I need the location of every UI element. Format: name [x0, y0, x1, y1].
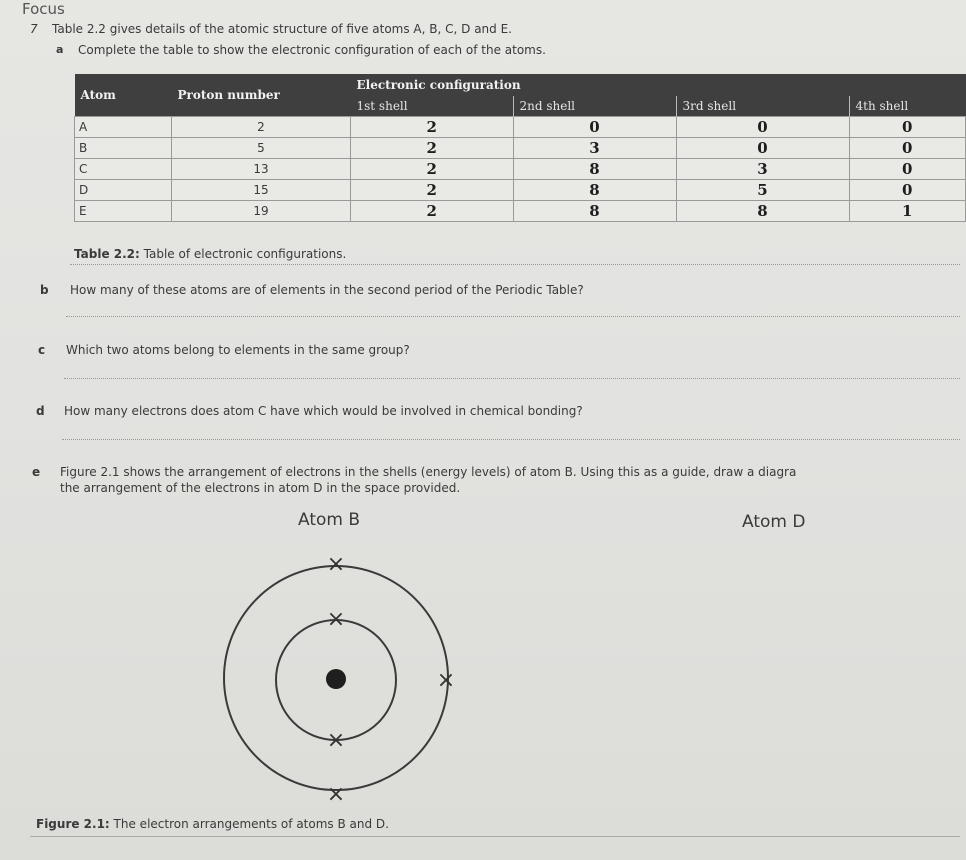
shell-4-answer[interactable]: 0	[849, 159, 966, 180]
table-header-row	[75, 74, 966, 96]
table-row	[75, 201, 966, 222]
part-c-letter: c	[38, 343, 46, 357]
shell-1-answer[interactable]: 2	[351, 117, 514, 138]
shell-1-answer[interactable]: 2	[351, 138, 514, 159]
proton-cell: 13	[172, 159, 351, 180]
shell-1-header: 1st shell	[351, 96, 514, 117]
atom-cell: B	[75, 138, 172, 159]
shell-3-answer[interactable]: 5	[676, 180, 849, 201]
shell-2-header: 2nd shell	[513, 96, 676, 117]
atom-d-label: Atom D	[742, 512, 806, 532]
shell-4-answer[interactable]: 0	[849, 117, 966, 138]
atom-cell: E	[75, 201, 172, 222]
table-row	[75, 117, 966, 138]
part-a-letter: a	[56, 43, 64, 56]
proton-header: Proton number	[172, 74, 351, 117]
part-b-letter: b	[40, 283, 49, 297]
shell-2-answer[interactable]: 3	[513, 138, 676, 159]
shell-2-answer[interactable]: 8	[513, 180, 676, 201]
part-d-text: How many electrons does atom C have which would be involved in chemical bonding?	[64, 404, 583, 418]
part-e-text-line1: Figure 2.1 shows the arrangement of electrons in the shells (energy levels) of atom B. Using this as a guide, draw a diagra	[60, 465, 797, 479]
part-b-text: How many of these atoms are of elements in the second period of the Periodic Table?	[70, 283, 584, 297]
nucleus	[326, 669, 346, 689]
question-intro: Table 2.2 gives details of the atomic structure of five atoms A, B, C, D and E.	[52, 22, 512, 36]
shell-4-header: 4th shell	[849, 96, 966, 117]
section-title: Focus	[22, 0, 65, 18]
part-a-text: Complete the table to show the electronic configuration of each of the atoms.	[78, 43, 546, 57]
shell-3-answer[interactable]: 8	[676, 201, 849, 222]
atom-header: Atom	[75, 74, 172, 117]
divider	[30, 836, 960, 837]
figure-caption-label: Figure 2.1:	[36, 817, 110, 831]
atom-b-label: Atom B	[298, 510, 361, 530]
proton-cell: 5	[172, 138, 351, 159]
shell-3-answer[interactable]: 3	[676, 159, 849, 180]
divider	[70, 264, 960, 265]
atom-cell: D	[75, 180, 172, 201]
configuration-table	[74, 74, 966, 222]
electron-mark: ×	[326, 728, 346, 753]
config-header: Electronic configuration	[351, 74, 966, 96]
table-caption-text: Table of electronic configurations.	[139, 247, 347, 261]
part-d-letter: d	[36, 404, 45, 418]
part-e-text-line2: the arrangement of the electrons in atom D in the space provided.	[60, 481, 461, 495]
question-number: 7	[30, 22, 38, 36]
atom-b-diagram	[210, 548, 470, 810]
electron-mark: ×	[326, 782, 346, 807]
shell-4-answer[interactable]: 1	[849, 201, 966, 222]
shell-2-answer[interactable]: 0	[513, 117, 676, 138]
figure-caption-text: The electron arrangements of atoms B and D.	[109, 817, 389, 831]
table-row	[75, 159, 966, 180]
shell-1-answer[interactable]: 2	[351, 159, 514, 180]
part-e-letter: e	[32, 465, 41, 479]
shell-1-answer[interactable]: 2	[351, 180, 514, 201]
answer-line-b[interactable]	[66, 316, 960, 317]
figure-caption	[36, 817, 389, 831]
shell-1-answer[interactable]: 2	[351, 201, 514, 222]
table-caption	[74, 247, 346, 261]
answer-line-d[interactable]	[62, 439, 960, 440]
shell-2-answer[interactable]: 8	[513, 159, 676, 180]
shell-3-answer[interactable]: 0	[676, 117, 849, 138]
table-caption-label: Table 2.2:	[74, 247, 140, 261]
shell-2-answer[interactable]: 8	[513, 201, 676, 222]
shell-4-answer[interactable]: 0	[849, 180, 966, 201]
shell-4-answer[interactable]: 0	[849, 138, 966, 159]
shell-3-answer[interactable]: 0	[676, 138, 849, 159]
part-c-text: Which two atoms belong to elements in the same group?	[66, 343, 410, 357]
answer-line-c[interactable]	[64, 378, 960, 379]
table-row	[75, 180, 966, 201]
electron-mark: ×	[436, 668, 456, 693]
atom-cell: A	[75, 117, 172, 138]
electron-mark: ×	[326, 552, 346, 577]
electron-mark: ×	[326, 607, 346, 632]
atom-cell: C	[75, 159, 172, 180]
proton-cell: 19	[172, 201, 351, 222]
table-row	[75, 138, 966, 159]
shell-3-header: 3rd shell	[676, 96, 849, 117]
proton-cell: 15	[172, 180, 351, 201]
proton-cell: 2	[172, 117, 351, 138]
